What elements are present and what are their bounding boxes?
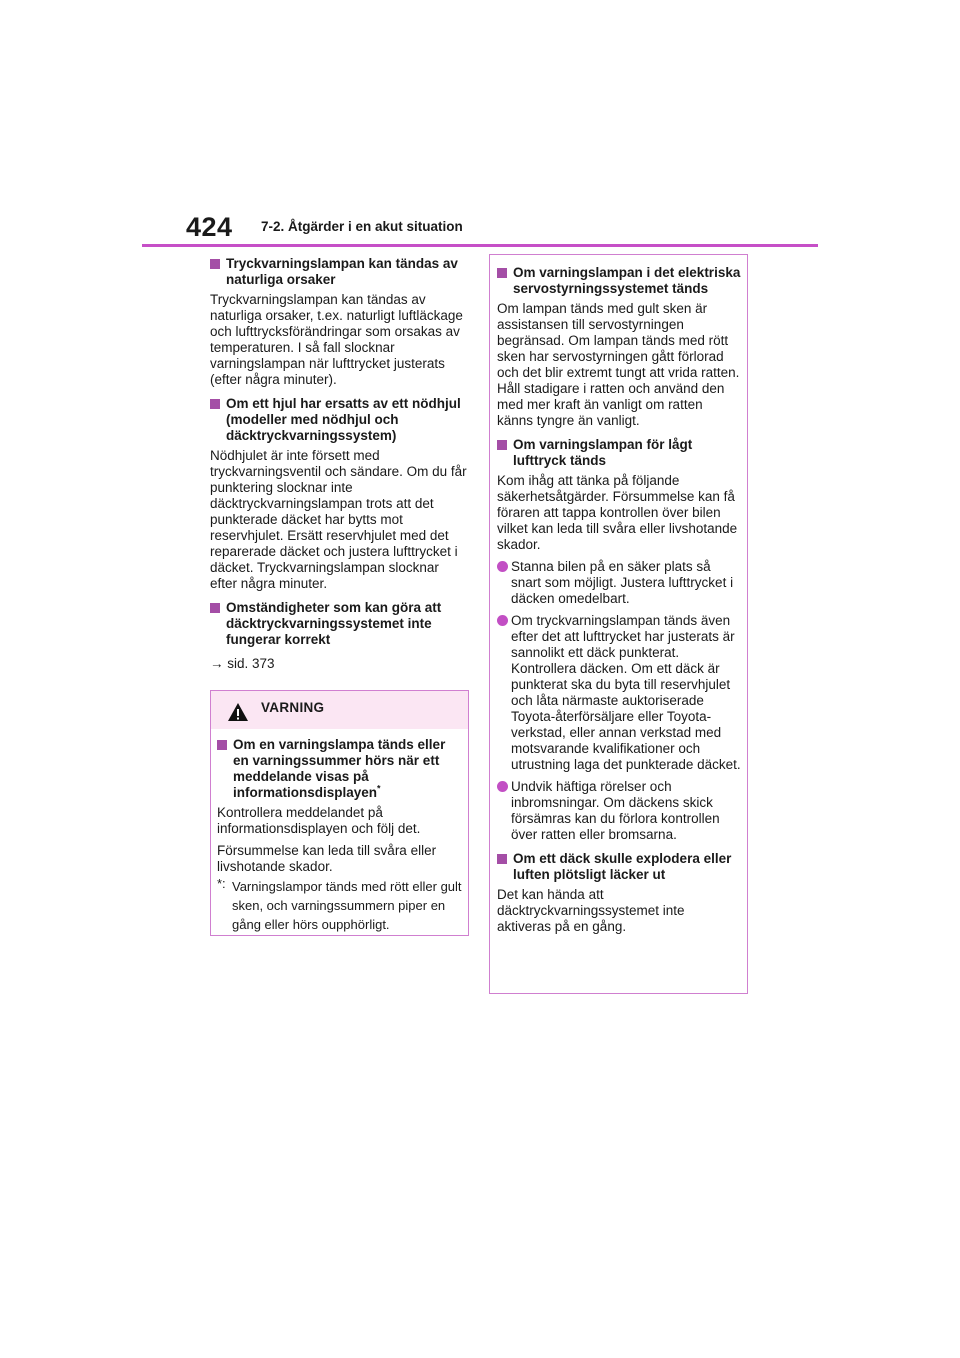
heading-text: Tryckvarningslampan kan tändas av naturliga orsaker [226,256,458,287]
section-title: 7-2. Åtgärder i en akut situation [261,219,463,234]
paragraph: Håll stadigare i ratten och använd den med mer kraft än vanligt om ratten känns tyngre än vanligt. [497,381,725,428]
list-item-text: Stanna bilen på en säker plats så snart som möjligt. Justera lufttrycket i däcken omedelbart. [511,559,734,606]
square-bullet-icon [210,259,220,269]
heading-text: Om ett däck skulle explodera eller luften plötsligt läcker ut [513,851,732,882]
section-heading [210,396,468,444]
footnote-text: Varningslampor tänds med rött eller gult sken, och varningssummern piper en gång eller hörs oupphörligt. [232,879,462,932]
square-bullet-icon [210,399,220,409]
heading-text: Om en varningslampa tänds eller en varningssummer hörs när ett meddelande visas på informationsdisplayen [233,737,446,800]
left-column [210,256,468,672]
square-bullet-icon [497,854,507,864]
paragraph: Tryckvarningslampan kan tändas av naturliga orsaker, t.ex. naturligt luftläckage och lufttrycksförändringar som orsakas av temperaturen. I så fall slocknar varningslampan när lufttrycket justerats (efter några minuter). [210,292,463,387]
round-bullet-icon [497,615,508,626]
right-column-box [489,254,748,994]
paragraph: Kom ihåg att tänka på följande säkerhetsåtgärder. Försummelse kan få föraren att tappa kontrollen över bilen vilket kan leda till svåra eller livshotande skador. [497,473,738,552]
warning-triangle-icon [227,702,249,722]
round-bullet-icon [497,781,508,792]
list-item [497,613,741,773]
paragraph: Det kan hända att däcktryckvarningssystemet inte aktiveras på en gång. [497,887,685,934]
warning-box [210,690,469,936]
section-heading [497,437,741,469]
footnote [217,877,462,934]
list-item-text: Undvik häftiga rörelser och inbromsningar. Om däckens skick försämras kan du förlora kontrollen över ratten eller bromsarna. [511,779,720,842]
round-bullet-icon [497,561,508,572]
section-heading [497,265,741,297]
heading-text: Om varningslampan för lågt lufttryck tänds [513,437,693,468]
square-bullet-icon [217,740,227,750]
paragraph: Om lampan tänds med gult sken är assistansen till servostyrningen begränsad. Om lampan tänds med rött sken har servostyrningen gått förlorad och det blir extremt tungt att vrida ratten. [497,301,740,380]
list-item [497,779,741,843]
section-heading [497,851,741,883]
page-number: 424 [186,212,233,242]
footnote-marker: *: [217,876,226,891]
header-divider [142,244,818,247]
warning-title: VARNING [261,700,325,715]
heading-text: Om ett hjul har ersatts av ett nödhjul (modeller med nödhjul och däcktryckvarningssystem) [226,396,461,443]
paragraph: Kontrollera meddelandet på informationsdisplayen och följ det. [217,805,421,836]
footnote-marker: * [377,783,381,794]
section-heading [210,600,468,648]
page-header [0,0,960,250]
paragraph: Försummelse kan leda till svåra eller livshotande skador. [217,843,437,874]
section-heading [217,737,462,801]
square-bullet-icon [210,603,220,613]
warning-body [211,729,468,934]
warning-header [211,691,468,729]
section-heading [210,256,468,288]
paragraph: Nödhjulet är inte försett med tryckvarningsventil och sändare. Om du får punktering slocknar inte däcktryckvarningslampan trots att det punkterade däcket har bytts mot reservhjulet. Ersätt reservhjulet med det reparerade däcket och justera lufttrycket i däcket. Tryckvarningslampan slocknar efter några minuter. [210,448,467,591]
square-bullet-icon [497,268,507,278]
square-bullet-icon [497,440,507,450]
page-reference: → sid. 373 [210,656,275,671]
list-item [497,559,741,607]
list-item-text: Om tryckvarningslampan tänds även efter det att lufttrycket har justerats är sannolikt ett däck punkterat. Kontrollera däcken. Om ett däck är punkterat ska du byta till reservhjulet och låta närmaste auktoriserade Toyota-återförsäljare eller Toyota-verkstad, eller annan verkstad med motsvarande kvalifikationer och utrustning laga det punkterade däcket. [511,613,741,772]
heading-text: Om varningslampan i det elektriska servostyrningssystemet tänds [513,265,741,296]
heading-text: Omständigheter som kan göra att däcktryckvarningssystemet inte fungerar korrekt [226,600,442,647]
